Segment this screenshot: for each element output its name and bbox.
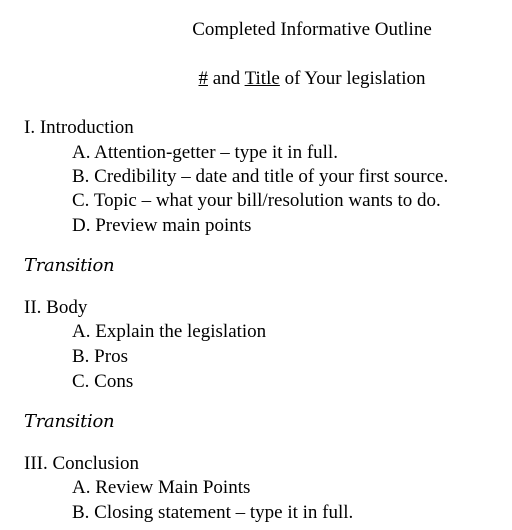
outline-item: B. Closing statement – type it in full. <box>72 502 354 523</box>
section-heading-conclusion: III. Conclusion <box>24 453 140 474</box>
document-title: Completed Informative Outline <box>192 19 432 40</box>
outline-item: B. Credibility – date and title of your first source. <box>72 166 449 187</box>
subtitle-and: and <box>208 68 245 89</box>
outline-item: C. Cons <box>72 371 134 392</box>
subtitle-number-mark: # <box>198 68 208 89</box>
subtitle-title-word: Title <box>244 68 280 89</box>
outline-item: A. Explain the legislation <box>72 321 267 342</box>
outline-item: A. Review Main Points <box>72 477 251 498</box>
document-subtitle <box>0 67 512 91</box>
section-heading-introduction: I. Introduction <box>24 117 134 138</box>
section-heading-body: II. Body <box>24 297 88 318</box>
transition-label: Transition <box>24 411 115 432</box>
transition-label: Transition <box>24 255 115 276</box>
outline-item: D. Preview main points <box>72 215 252 236</box>
subtitle-rest: of Your legislation <box>279 68 426 89</box>
outline-item: A. Attention-getter – type it in full. <box>72 142 338 163</box>
outline-item: C. Topic – what your bill/resolution wants to do. <box>72 190 441 211</box>
outline-item: B. Pros <box>72 346 128 367</box>
